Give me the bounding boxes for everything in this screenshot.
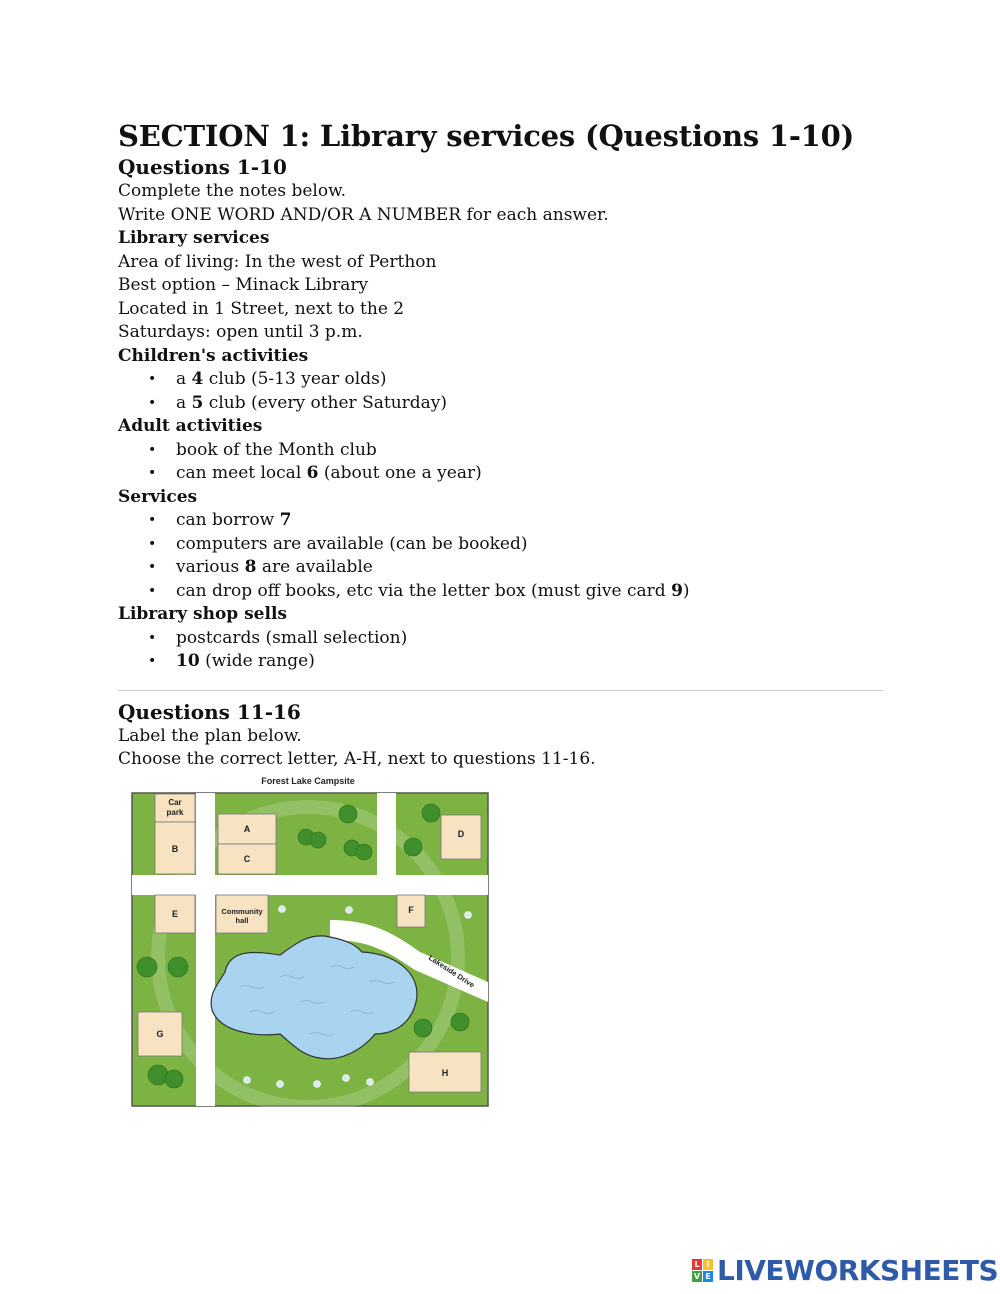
community-hall-label: Community: [221, 907, 263, 916]
note-line: Located in 1 Street, next to the 2: [118, 298, 405, 319]
services-list: [118, 509, 883, 603]
community-hall-label: hall: [235, 916, 249, 925]
plan-title: Forest Lake Campsite: [261, 776, 355, 786]
logo-block: I: [703, 1259, 713, 1270]
list-item: • can borrow 7: [176, 509, 883, 533]
list-item: • can drop off books, etc via the letter box (must give card 9): [176, 580, 883, 604]
question-number: 5: [191, 392, 204, 413]
adult-activities-heading: Adult activities: [118, 416, 263, 436]
library-shop-list: [118, 627, 883, 674]
list-item: • a 4 club (5-13 year olds): [176, 368, 883, 392]
questions-1-10-heading: Questions 1-10: [118, 155, 287, 179]
services-heading: Services: [118, 486, 198, 507]
list-item: • computers are available (can be booked): [176, 533, 883, 557]
note-line: Saturdays: open until 3 p.m.: [118, 322, 363, 342]
letter-c: C: [243, 854, 251, 864]
list-item: • various 8 are available: [176, 556, 883, 580]
letter-a: A: [243, 824, 251, 834]
letter-h: H: [441, 1068, 449, 1078]
list-item: • postcards (small selection): [176, 627, 883, 651]
children-activities-heading: Children's activities: [118, 345, 309, 366]
logo-blocks: [692, 1259, 713, 1282]
list-item: • 10 (wide range): [176, 650, 883, 674]
question-number: 7: [279, 510, 292, 530]
letter-e: E: [171, 909, 179, 919]
letter-b: B: [171, 844, 179, 854]
adult-activities-list: [118, 439, 883, 486]
logo-block: L: [692, 1259, 702, 1270]
logo-text: LIVEWORKSHEETS: [717, 1254, 999, 1287]
worksheet-page: [118, 118, 883, 772]
liveworksheets-logo: [692, 1254, 998, 1287]
note-line: Best option – Minack Library: [118, 275, 369, 295]
notes-heading: Library services: [118, 228, 270, 248]
list-item: • can meet local 6 (about one a year): [176, 462, 883, 486]
list-item: • book of the Month club: [176, 439, 883, 463]
questions-11-16-heading: Questions 11-16: [118, 699, 301, 724]
note-line: Area of living: In the west of Perthon: [118, 251, 437, 272]
library-shop-heading: Library shop sells: [118, 604, 287, 624]
lakeside-drive-label: Lakeside Drive: [426, 953, 477, 990]
instruction-word-limit: Write ONE WORD AND/OR A NUMBER for each answer.: [118, 204, 609, 225]
question-number: 4: [191, 369, 204, 389]
logo-block: E: [703, 1271, 713, 1282]
question-number: 6: [306, 463, 319, 483]
letter-d: D: [457, 829, 465, 839]
car-park-label: Car: [168, 798, 182, 807]
letter-f: F: [408, 905, 414, 915]
letter-g: G: [156, 1029, 164, 1039]
question-number: 9: [671, 580, 683, 601]
instruction-complete: Complete the notes below.: [118, 181, 347, 201]
question-number: 8: [244, 557, 257, 577]
section-divider: [118, 690, 883, 691]
campsite-plan-map: [130, 772, 490, 1112]
instruction-label-plan: Label the plan below.: [118, 725, 302, 746]
question-number: 10: [176, 651, 200, 671]
children-activities-list: [118, 368, 883, 415]
list-item: • a 5 club (every other Saturday): [176, 392, 883, 416]
car-park-label: park: [166, 808, 184, 817]
section-title: SECTION 1: Library services (Questions 1-10): [118, 119, 855, 153]
logo-block: V: [693, 1272, 701, 1281]
instruction-choose-letter: Choose the correct letter, A-H, next to questions 11-16.: [118, 749, 596, 769]
